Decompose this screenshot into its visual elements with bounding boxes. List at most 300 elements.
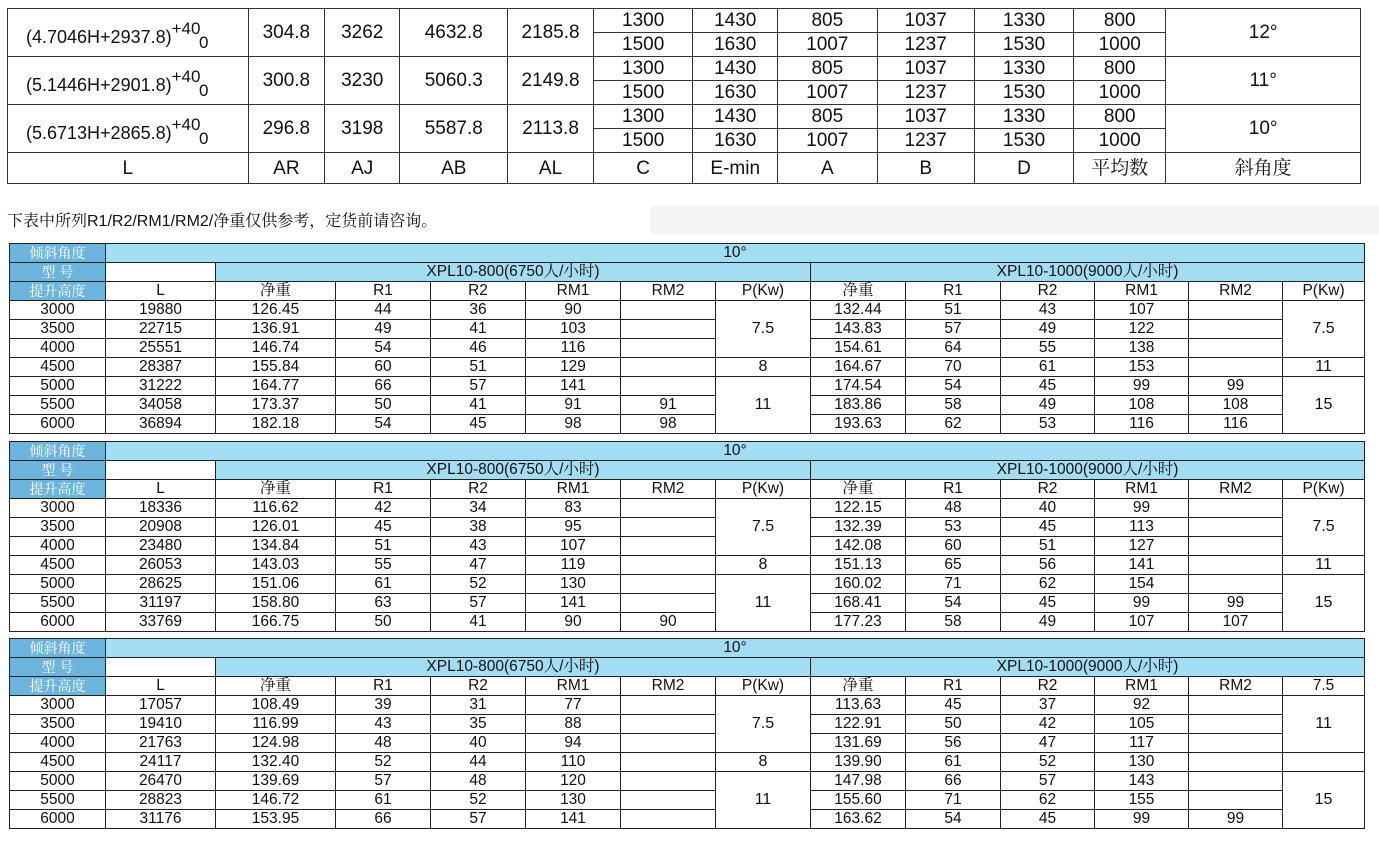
column-header: D — [974, 153, 1073, 184]
column-header: B — [877, 153, 974, 184]
data-cell: 139.90 — [811, 753, 906, 772]
data-cell: 143.83 — [811, 320, 906, 339]
value-ar: 304.8 — [248, 9, 324, 57]
data-cell: 90 — [621, 613, 716, 632]
sub-value: 1007 — [778, 81, 877, 105]
data-row — [10, 575, 1365, 594]
data-cell: 45 — [906, 696, 1001, 715]
data-cell: 91 — [621, 396, 716, 415]
data-cell: 18336 — [106, 499, 216, 518]
sub-value: 1500 — [593, 129, 692, 153]
data-cell: 26053 — [106, 556, 216, 575]
data-cell: 41 — [431, 320, 526, 339]
sub-value: 1530 — [974, 81, 1073, 105]
data-cell: 36 — [431, 301, 526, 320]
formula-cell — [8, 57, 249, 105]
data-cell: 139.69 — [216, 772, 336, 791]
angle-row — [10, 442, 1365, 461]
data-cell: 44 — [431, 753, 526, 772]
value-aj: 3262 — [325, 9, 400, 57]
data-cell: 182.18 — [216, 415, 336, 434]
data-cell: 56 — [906, 734, 1001, 753]
data-cell: 45 — [431, 415, 526, 434]
power-b: 15 — [1283, 575, 1365, 632]
data-cell: 58 — [906, 613, 1001, 632]
data-cell — [1189, 339, 1283, 358]
data-cell: 4000 — [10, 734, 106, 753]
data-cell: 64 — [906, 339, 1001, 358]
data-cell: 99 — [1095, 377, 1189, 396]
sub-value: 1630 — [693, 129, 778, 153]
data-row — [10, 753, 1365, 772]
model-label: 型 号 — [10, 263, 106, 282]
column-header: R1 — [336, 480, 431, 499]
data-cell: 168.41 — [811, 594, 906, 613]
data-cell: 107 — [1189, 613, 1283, 632]
data-cell — [1189, 499, 1283, 518]
data-row — [10, 791, 1365, 810]
data-cell: 62 — [1001, 575, 1095, 594]
power-a: 7.5 — [716, 499, 811, 556]
data-cell: 4000 — [10, 339, 106, 358]
model-label: 型 号 — [10, 658, 106, 677]
column-header: R1 — [336, 282, 431, 301]
header-row — [10, 480, 1365, 499]
note-highlight-bar — [650, 206, 1379, 234]
data-cell: 174.54 — [811, 377, 906, 396]
data-cell: 131.69 — [811, 734, 906, 753]
data-cell: 65 — [906, 556, 1001, 575]
data-cell: 94 — [526, 734, 621, 753]
data-cell: 54 — [336, 339, 431, 358]
data-cell: 57 — [431, 377, 526, 396]
data-row — [10, 613, 1365, 632]
data-cell: 48 — [431, 772, 526, 791]
power-a: 7.5 — [716, 696, 811, 753]
data-cell: 153 — [1095, 358, 1189, 377]
sub-value: 1237 — [877, 33, 974, 57]
formula-value: (5.1446H+2901.8) — [26, 74, 172, 95]
data-cell: 141 — [526, 594, 621, 613]
data-cell: 47 — [1001, 734, 1095, 753]
data-cell: 108 — [1189, 396, 1283, 415]
value-al: 2185.8 — [508, 9, 594, 57]
lift-height-label: 提升高度 — [10, 677, 106, 696]
tilt-angle-value: 10° — [106, 244, 1365, 263]
data-cell: 41 — [431, 613, 526, 632]
power-b: 15 — [1283, 377, 1365, 434]
data-cell: 130 — [526, 791, 621, 810]
data-cell: 28823 — [106, 791, 216, 810]
data-cell: 3000 — [10, 499, 106, 518]
column-header: L — [106, 282, 216, 301]
data-cell — [621, 518, 716, 537]
data-cell: 99 — [1189, 377, 1283, 396]
data-cell: 31222 — [106, 377, 216, 396]
value-al: 2113.8 — [508, 105, 594, 153]
data-cell: 132.40 — [216, 753, 336, 772]
data-cell: 107 — [1095, 613, 1189, 632]
sub-value: 1500 — [593, 33, 692, 57]
data-cell: 103 — [526, 320, 621, 339]
value-ab: 5587.8 — [400, 105, 508, 153]
data-cell: 49 — [336, 320, 431, 339]
data-cell — [621, 537, 716, 556]
data-row — [10, 556, 1365, 575]
data-cell: 38 — [431, 518, 526, 537]
data-row — [10, 320, 1365, 339]
tolerance-lower: 0 — [198, 128, 209, 148]
data-cell: 20908 — [106, 518, 216, 537]
data-cell: 173.37 — [216, 396, 336, 415]
data-cell: 122.91 — [811, 715, 906, 734]
sub-value: 1237 — [877, 129, 974, 153]
lift-height-label: 提升高度 — [10, 480, 106, 499]
data-cell: 163.62 — [811, 810, 906, 829]
data-cell: 147.98 — [811, 772, 906, 791]
data-cell: 71 — [906, 575, 1001, 594]
spec-table — [9, 243, 1365, 434]
data-cell: 141 — [526, 377, 621, 396]
data-cell: 54 — [906, 810, 1001, 829]
data-cell: 99 — [1189, 594, 1283, 613]
data-cell: 45 — [336, 518, 431, 537]
value-al: 2149.8 — [508, 57, 594, 105]
power-b: 11 — [1283, 696, 1365, 753]
header-row — [10, 677, 1365, 696]
data-cell: 63 — [336, 594, 431, 613]
data-cell: 3500 — [10, 320, 106, 339]
formula-value: (5.6713H+2865.8) — [26, 122, 172, 143]
model-blank — [106, 461, 216, 480]
data-cell: 77 — [526, 696, 621, 715]
power-b: 11 — [1283, 358, 1365, 377]
formula-text — [26, 113, 209, 148]
data-cell — [621, 734, 716, 753]
data-cell — [1189, 715, 1283, 734]
column-header: R2 — [431, 480, 526, 499]
data-cell: 35 — [431, 715, 526, 734]
data-cell: 61 — [906, 753, 1001, 772]
data-cell — [621, 377, 716, 396]
data-cell: 130 — [526, 575, 621, 594]
formula-cell — [8, 105, 249, 153]
data-cell: 108 — [1095, 396, 1189, 415]
model-a-name: XPL10-800(6750人/小时) — [216, 263, 811, 282]
column-header: 斜角度 — [1166, 153, 1361, 184]
data-cell: 37 — [1001, 696, 1095, 715]
sub-value: 1037 — [877, 105, 974, 129]
data-cell: 48 — [336, 734, 431, 753]
tolerance-lower: 0 — [198, 80, 209, 100]
data-cell: 49 — [1001, 320, 1095, 339]
data-row — [10, 810, 1365, 829]
data-cell: 166.75 — [216, 613, 336, 632]
lift-height-label: 提升高度 — [10, 282, 106, 301]
power-b: 11 — [1283, 556, 1365, 575]
data-cell: 51 — [336, 537, 431, 556]
data-row — [10, 358, 1365, 377]
data-cell: 54 — [906, 377, 1001, 396]
data-cell: 55 — [1001, 339, 1095, 358]
data-cell: 151.06 — [216, 575, 336, 594]
data-cell — [621, 575, 716, 594]
column-header: RM1 — [526, 282, 621, 301]
data-cell: 113.63 — [811, 696, 906, 715]
data-cell — [621, 499, 716, 518]
data-cell: 4500 — [10, 556, 106, 575]
sub-value: 1007 — [778, 129, 877, 153]
tolerance-lower: 0 — [198, 32, 209, 52]
tilt-angle-value: 10° — [106, 442, 1365, 461]
tilt-angle-value: 10° — [106, 639, 1365, 658]
column-header: 净重 — [811, 677, 906, 696]
spec-table — [9, 638, 1365, 829]
data-cell: 50 — [906, 715, 1001, 734]
column-header: AB — [400, 153, 508, 184]
data-cell: 132.39 — [811, 518, 906, 537]
data-cell: 71 — [906, 791, 1001, 810]
data-cell: 62 — [906, 415, 1001, 434]
data-cell: 43 — [1001, 301, 1095, 320]
data-cell: 6000 — [10, 613, 106, 632]
data-cell: 24117 — [106, 753, 216, 772]
data-cell: 45 — [1001, 810, 1095, 829]
data-cell: 31197 — [106, 594, 216, 613]
data-cell: 50 — [336, 396, 431, 415]
value-aj: 3198 — [325, 105, 400, 153]
data-cell: 21763 — [106, 734, 216, 753]
data-cell: 160.02 — [811, 575, 906, 594]
sub-value: 1430 — [693, 105, 778, 129]
model-label: 型 号 — [10, 461, 106, 480]
data-row — [10, 734, 1365, 753]
dimension-row — [8, 105, 1361, 129]
column-header: R2 — [431, 677, 526, 696]
power-b: 7.5 — [1283, 499, 1365, 556]
column-header: 平均数 — [1074, 153, 1166, 184]
sub-value: 1430 — [693, 9, 778, 33]
column-header: RM1 — [526, 677, 621, 696]
data-cell: 146.72 — [216, 791, 336, 810]
data-cell: 50 — [336, 613, 431, 632]
data-cell: 56 — [1001, 556, 1095, 575]
data-cell: 54 — [906, 594, 1001, 613]
column-header: AR — [248, 153, 324, 184]
column-header: AJ — [325, 153, 400, 184]
data-cell: 5500 — [10, 396, 106, 415]
data-cell: 99 — [1095, 594, 1189, 613]
data-cell: 153.95 — [216, 810, 336, 829]
data-cell — [1189, 575, 1283, 594]
data-row — [10, 715, 1365, 734]
data-cell: 116 — [526, 339, 621, 358]
data-cell — [1189, 734, 1283, 753]
angle-cell: 10° — [1166, 105, 1361, 153]
data-cell: 66 — [336, 810, 431, 829]
data-cell: 33769 — [106, 613, 216, 632]
data-cell: 51 — [431, 358, 526, 377]
data-cell: 154 — [1095, 575, 1189, 594]
data-cell — [1189, 518, 1283, 537]
data-cell — [1189, 791, 1283, 810]
column-header: 净重 — [216, 480, 336, 499]
sub-value: 800 — [1074, 105, 1166, 129]
sub-value: 1000 — [1074, 129, 1166, 153]
power-a: 8 — [716, 556, 811, 575]
power-a: 7.5 — [716, 301, 811, 358]
data-cell: 95 — [526, 518, 621, 537]
column-header: 净重 — [811, 282, 906, 301]
sub-value: 1300 — [593, 9, 692, 33]
data-cell: 107 — [1095, 301, 1189, 320]
sub-value: 1430 — [693, 57, 778, 81]
data-row — [10, 537, 1365, 556]
column-header: P(Kw) — [716, 677, 811, 696]
header-row — [10, 282, 1365, 301]
angle-row — [10, 639, 1365, 658]
data-cell: 143.03 — [216, 556, 336, 575]
column-header: RM1 — [1095, 677, 1189, 696]
formula-text — [26, 65, 209, 100]
column-header: 净重 — [216, 282, 336, 301]
data-cell: 42 — [336, 499, 431, 518]
angle-cell: 12° — [1166, 9, 1361, 57]
data-cell: 99 — [1095, 810, 1189, 829]
sub-value: 1007 — [778, 33, 877, 57]
data-cell: 22715 — [106, 320, 216, 339]
power-a: 11 — [716, 772, 811, 829]
column-header: R1 — [336, 677, 431, 696]
data-cell — [621, 339, 716, 358]
sub-value: 805 — [778, 57, 877, 81]
data-cell: 57 — [431, 810, 526, 829]
data-cell: 43 — [431, 537, 526, 556]
data-cell: 91 — [526, 396, 621, 415]
data-cell — [1189, 556, 1283, 575]
angle-row — [10, 244, 1365, 263]
data-cell: 45 — [1001, 518, 1095, 537]
column-header: E-min — [693, 153, 778, 184]
data-cell: 177.23 — [811, 613, 906, 632]
data-cell: 113 — [1095, 518, 1189, 537]
column-header: RM2 — [1189, 677, 1283, 696]
data-cell: 5500 — [10, 791, 106, 810]
data-cell: 151.13 — [811, 556, 906, 575]
value-ar: 296.8 — [248, 105, 324, 153]
column-header: 净重 — [216, 677, 336, 696]
data-cell: 107 — [526, 537, 621, 556]
data-cell: 54 — [336, 415, 431, 434]
data-row — [10, 772, 1365, 791]
data-cell: 4500 — [10, 753, 106, 772]
data-cell: 136.91 — [216, 320, 336, 339]
column-header: A — [778, 153, 877, 184]
model-b-name: XPL10-1000(9000人/小时) — [811, 263, 1365, 282]
data-cell — [621, 753, 716, 772]
data-cell: 31176 — [106, 810, 216, 829]
data-cell: 34 — [431, 499, 526, 518]
data-cell — [1189, 537, 1283, 556]
data-cell: 5000 — [10, 575, 106, 594]
formula-text — [26, 17, 209, 52]
value-ar: 300.8 — [248, 57, 324, 105]
data-cell: 124.98 — [216, 734, 336, 753]
data-cell: 119 — [526, 556, 621, 575]
data-cell: 90 — [526, 613, 621, 632]
data-cell: 98 — [621, 415, 716, 434]
tolerance-upper: +40 — [171, 66, 201, 86]
data-cell: 155.60 — [811, 791, 906, 810]
data-cell — [621, 772, 716, 791]
data-cell — [1189, 696, 1283, 715]
column-header: R1 — [906, 282, 1001, 301]
column-header: L — [8, 153, 249, 184]
data-cell: 164.67 — [811, 358, 906, 377]
data-cell: 39 — [336, 696, 431, 715]
data-cell: 193.63 — [811, 415, 906, 434]
data-cell: 60 — [906, 537, 1001, 556]
data-cell: 164.77 — [216, 377, 336, 396]
data-cell: 146.74 — [216, 339, 336, 358]
data-cell: 116.62 — [216, 499, 336, 518]
column-header: R2 — [1001, 677, 1095, 696]
angle-cell: 11° — [1166, 57, 1361, 105]
tolerance-upper: +40 — [171, 18, 201, 38]
data-cell: 60 — [336, 358, 431, 377]
data-cell: 55 — [336, 556, 431, 575]
column-header: R2 — [1001, 480, 1095, 499]
data-cell: 28625 — [106, 575, 216, 594]
formula-value: (4.7046H+2937.8) — [26, 26, 172, 47]
data-cell: 130 — [1095, 753, 1189, 772]
data-cell: 83 — [526, 499, 621, 518]
data-cell: 40 — [431, 734, 526, 753]
data-cell: 52 — [336, 753, 431, 772]
data-cell: 31 — [431, 696, 526, 715]
data-cell: 6000 — [10, 810, 106, 829]
data-cell: 122 — [1095, 320, 1189, 339]
power-a: 11 — [716, 575, 811, 632]
data-cell: 126.01 — [216, 518, 336, 537]
data-cell: 4500 — [10, 358, 106, 377]
sub-value: 1530 — [974, 129, 1073, 153]
data-cell: 66 — [336, 377, 431, 396]
data-cell — [1189, 358, 1283, 377]
data-row — [10, 594, 1365, 613]
data-cell: 90 — [526, 301, 621, 320]
data-cell: 92 — [1095, 696, 1189, 715]
data-cell — [621, 358, 716, 377]
power-b: 7.5 — [1283, 301, 1365, 358]
model-blank — [106, 263, 216, 282]
data-cell: 49 — [1001, 396, 1095, 415]
data-cell: 17057 — [106, 696, 216, 715]
tilt-angle-label: 倾斜角度 — [10, 442, 106, 461]
data-row — [10, 415, 1365, 434]
value-aj: 3230 — [325, 57, 400, 105]
column-header: R2 — [1001, 282, 1095, 301]
data-cell: 5000 — [10, 772, 106, 791]
data-cell — [621, 715, 716, 734]
data-cell: 23480 — [106, 537, 216, 556]
data-cell: 57 — [906, 320, 1001, 339]
column-header: P(Kw) — [1283, 480, 1365, 499]
data-cell: 19410 — [106, 715, 216, 734]
data-cell: 5500 — [10, 594, 106, 613]
sub-value: 1000 — [1074, 33, 1166, 57]
model-a-name: XPL10-800(6750人/小时) — [216, 461, 811, 480]
